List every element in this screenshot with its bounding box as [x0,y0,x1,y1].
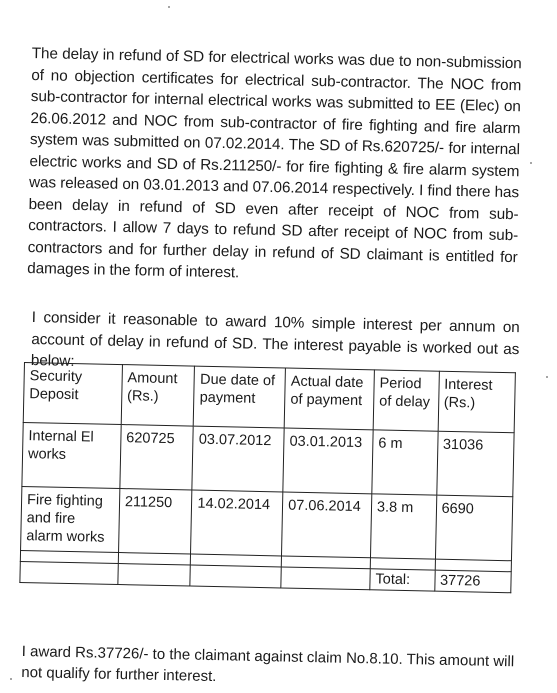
table-header-row [23,363,515,433]
blank-cell [20,561,118,584]
cell-due-date: 14.02.2014 [191,490,283,556]
scan-speck [530,162,532,164]
cell-actual-date: 03.01.2013 [283,428,373,494]
header-interest: Interest (Rs.) [438,371,516,433]
header-amount: Amount (Rs.) [121,365,195,427]
header-period: Period of delay [373,370,439,431]
cell-due-date: 03.07.2012 [192,426,284,492]
interest-table-container [19,362,516,593]
cell-interest: 6690 [435,495,513,561]
paragraph-sd-delay: The delay in refund of SD for electrical works was due to non-submission of no objection certificates for electrical sub-contractor. The NOC from sub-contractor for internal electrical works was submitted to EE (Elec) on 26.06.2012 and NOC from sub-contractor of fire fighting and fire alarm system was submitted on 07.02.2014. The SD of Rs.620725/- for internal electric works and SD of Rs.211250/- for fire fighting & fire alarm system was released on 03.01.2013 and 07.06.2014 respectively. I find there has been delay in refund of SD even after receipt of NOC from sub-contractors. I allow 7 days to refund SD after receipt of NOC from sub-contractors and for further delay in refund of SD claimant is entitled for damages in the form of interest. [27,45,522,282]
cell-deposit: Internal El works [22,422,121,488]
cell-period: 3.8 m [370,494,436,559]
header-security-deposit: Security Deposit [23,363,122,425]
cell-interest: 31036 [436,431,514,497]
cell-actual-date: 07.06.2014 [282,492,372,558]
header-due-date: Due date of payment [194,366,286,428]
scan-speck [10,678,12,680]
cell-deposit: Fire fighting and fire alarm works [21,486,120,552]
total-value: 37726 [434,570,511,593]
table-row [22,422,514,496]
scan-speck [168,6,170,8]
header-actual-date: Actual date of payment [284,368,374,430]
paragraph-interest-award: I consider it reasonable to award 10% simple interest per annum on account of delay in refund of SD. The interest payable is worked out as below: [30,309,520,371]
scan-speck [546,376,548,378]
paragraph-final-award: I award Rs.37726/- to the claimant against claim No.8.10. This amount will not qualify for further interest. [21,642,515,686]
blank-cell [190,565,281,588]
blank-cell [281,567,370,590]
cell-amount: 211250 [118,489,192,555]
cell-period: 6 m [372,430,438,495]
interest-table [19,362,516,593]
total-label: Total: [370,569,435,591]
cell-amount: 620725 [120,425,194,491]
blank-cell [118,564,191,587]
table-row [21,486,513,560]
